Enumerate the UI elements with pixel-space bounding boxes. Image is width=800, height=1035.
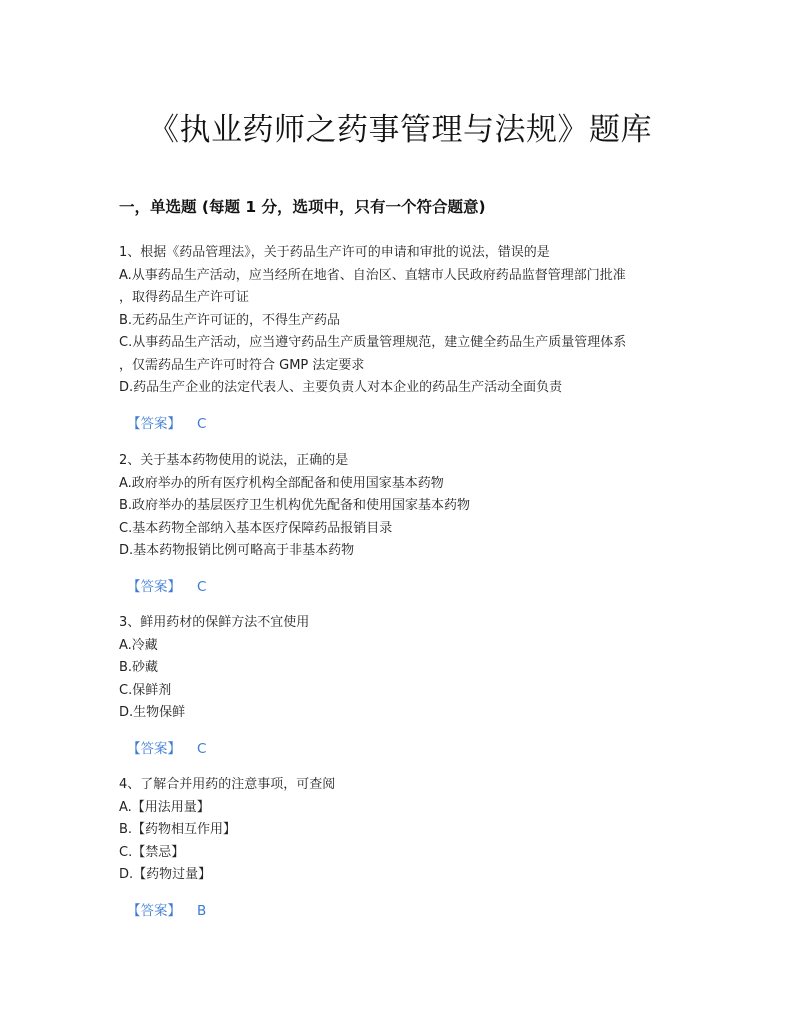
option-line: B.【药物相互作用】 (119, 822, 237, 837)
option-line: C.从事药品生产活动，应当遵守药品生产质量管理规范，建立健全药品生产质量管理体系 (119, 335, 627, 350)
question-stem: 2、关于基本药物使用的说法，正确的是 (119, 453, 349, 468)
option-line: B.政府举办的基层医疗卫生机构优先配备和使用国家基本药物 (119, 498, 471, 513)
answer-4 (127, 900, 206, 922)
option-line: ，仅需药品生产许可时符合 GMP 法定要求 (119, 357, 365, 373)
answer-value: B (197, 903, 207, 919)
option-line: D.生物保鲜 (119, 705, 186, 720)
option-line: A.冷藏 (119, 637, 158, 653)
answer-3 (127, 738, 206, 760)
question-stem: 1、根据《药品管理法》，关于药品生产许可的申请和审批的说法，错误的是 (119, 245, 550, 260)
option-line: A.从事药品生产活动，应当经所在地省、自治区、直辖市人民政府药品监督管理部门批准 (119, 267, 626, 283)
answer-value: C (197, 579, 207, 595)
question-3 (119, 612, 689, 725)
option-line: A.政府举办的所有医疗机构全部配备和使用国家基本药物 (119, 475, 444, 491)
option-line: A.【用法用量】 (119, 799, 210, 815)
answer-label: 【答案】 (127, 416, 181, 432)
answer-label: 【答案】 (127, 741, 181, 757)
answer-value: C (197, 416, 207, 432)
question-1 (119, 242, 689, 400)
document-title: 《执业药师之药事管理与法规》题库 (148, 112, 652, 148)
question-stem: 3、鲜用药材的保鲜方法不宜使用 (119, 615, 310, 630)
question-2 (119, 450, 689, 563)
question-4 (119, 774, 689, 887)
answer-label: 【答案】 (127, 579, 181, 595)
answer-label: 【答案】 (127, 903, 181, 919)
answer-2 (127, 576, 206, 598)
answer-1 (127, 413, 206, 435)
option-line: C.保鲜剂 (119, 682, 172, 698)
option-line: D.【药物过量】 (119, 867, 212, 882)
question-stem: 4、了解合并用药的注意事项，可查阅 (119, 777, 336, 792)
option-line: D.基本药物报销比例可略高于非基本药物 (119, 543, 355, 558)
option-line: B.砂藏 (119, 660, 159, 675)
option-line: C.【禁忌】 (119, 844, 185, 860)
option-line: D.药品生产企业的法定代表人、主要负责人对本企业的药品生产活动全面负责 (119, 380, 563, 395)
section-heading: 一，单选题 (每题 1 分，选项中，只有一个符合题意) (119, 198, 486, 216)
option-line: B.无药品生产许可证的，不得生产药品 (119, 312, 341, 328)
option-line: C.基本药物全部纳入基本医疗保障药品报销目录 (119, 520, 393, 536)
answer-value: C (197, 741, 207, 757)
option-line: ，取得药品生产许可证 (119, 290, 250, 305)
